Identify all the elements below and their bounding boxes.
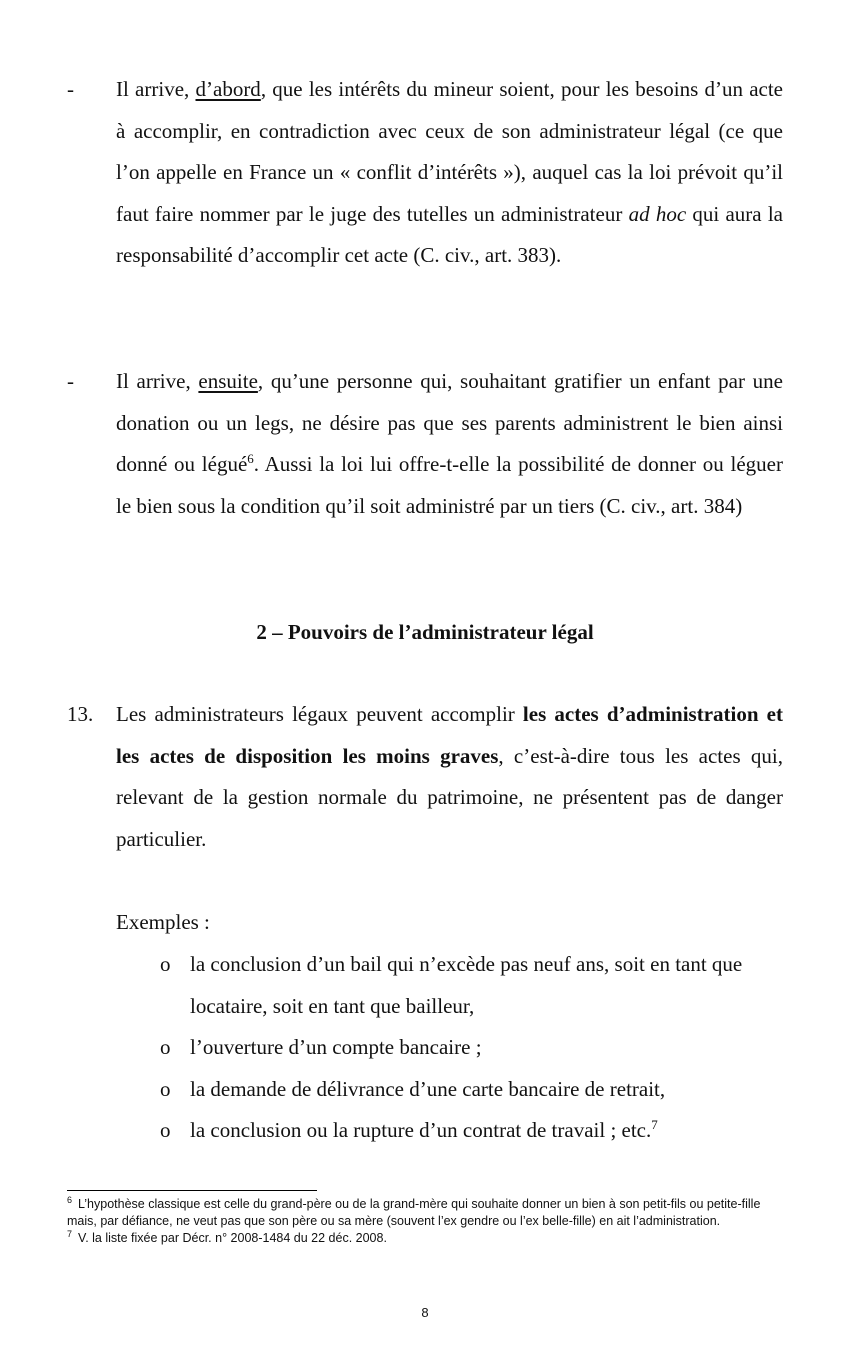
footnote-text: L’hypothèse classique est celle du grand-père ou de la grand-mère qui souhaite donner un bien à son petit-fils ou petite-fille mais, par défiance, ne veut pas que son père ou sa mère (souvent l’ex gendre ou l’ex belle-fille) en ait l’administration.	[67, 1197, 761, 1228]
examples-label: Exemples :	[116, 910, 210, 934]
dash-item-donation	[67, 361, 783, 527]
section-heading: 2 – Pouvoirs de l’administrateur légal	[256, 620, 594, 644]
footnote-6	[67, 1196, 783, 1230]
circle-bullet-icon: o	[160, 1076, 171, 1101]
footnote-number: 6	[67, 1194, 73, 1205]
list-item: o la conclusion d’un bail qui n’excède pas neuf ans, soit en tant que locataire, soit en tant que bailleur,	[160, 944, 785, 1027]
paragraph-number: 13.	[67, 702, 94, 726]
footnote-ref-6[interactable]: 6	[247, 451, 254, 466]
list-item: o la conclusion ou la rupture d’un contrat de travail ; etc.$^7$	[160, 1110, 785, 1152]
dash-item-conflict	[67, 69, 783, 277]
dash-marker: -	[67, 369, 74, 393]
list-item: o la demande de délivrance d’une carte bancaire de retrait,	[160, 1069, 785, 1111]
circle-bullet-icon: o	[160, 1035, 171, 1059]
dash-item-text: Il arrive, ensuite, qu’une personne qui, souhaitant gratifier un enfant par une donation ou un legs, ne désire pas que ses parents administrent le bien ainsi donné ou légué$^6$. Aussi la loi lui offre-t-elle la possibilité de donner ou léguer le bien sous la condition qu’il soit administré par un tiers (C. civ., art. 384)	[116, 369, 783, 518]
examples-list	[160, 944, 785, 1152]
page-number: 8	[421, 1305, 429, 1320]
underlined-term: d’abord	[195, 77, 261, 101]
footnote-number: 7	[67, 1228, 73, 1239]
underlined-term: ensuite	[198, 369, 258, 393]
dash-item-text: Il arrive, d’abord, que les intérêts du mineur soient, pour les besoins d’un acte à accomplir, en contradiction avec ceux de son administrateur légal (ce que l’on appelle en France un « conflit d’intérêts »), auquel cas la loi prévoit qu’il faut faire nommer par le juge des tutelles un administrateur ad hoc qui aura la responsabilité d’accomplir cet acte (C. civ., art. 383).	[116, 77, 783, 267]
bold-phrase: les actes d’administration et les actes de disposition les moins graves	[116, 702, 783, 768]
list-item: o l’ouverture d’un compte bancaire ;	[160, 1027, 785, 1069]
footnotes	[67, 1196, 783, 1247]
dash-marker: -	[67, 77, 74, 101]
footnote-text: V. la liste fixée par Décr. n° 2008-1484 du 22 déc. 2008.	[78, 1231, 387, 1245]
italic-term: ad hoc	[628, 201, 687, 226]
footnote-7	[67, 1230, 783, 1247]
numbered-paragraph-13	[67, 694, 783, 860]
circle-bullet-icon: o	[160, 1118, 171, 1142]
paragraph-text: Les administrateurs légaux peuvent accomplir les actes d’administration et les actes de disposition les moins graves, c’est-à-dire tous les actes qui, relevant de la gestion normale du patrimoine, ne présentent pas de danger particulier.	[116, 702, 783, 851]
circle-bullet-icon: o	[160, 952, 171, 976]
footnote-ref-7[interactable]: 7	[651, 1117, 658, 1132]
footnote-separator	[67, 1190, 317, 1191]
